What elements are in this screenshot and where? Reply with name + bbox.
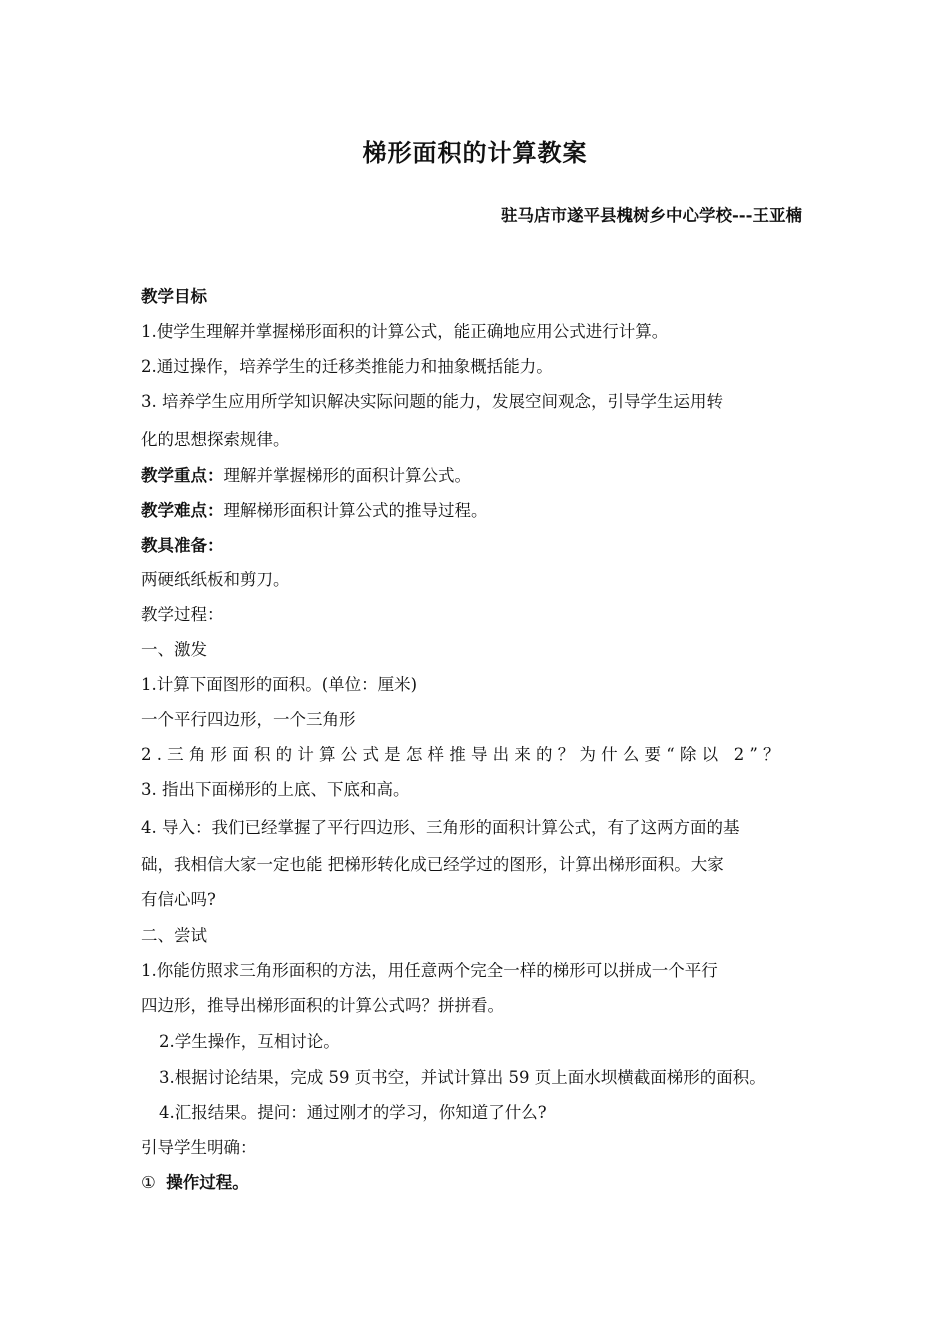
section1-line-2: 一个平行四边形，一个三角形 [141, 710, 356, 729]
author-line: 驻马店市遂平县槐树乡中心学校---王亚楠 [500, 206, 802, 225]
key-point-label: 教学重点： [141, 466, 224, 485]
section1-line-4: 3. 指出下面梯形的上底、下底和高。 [141, 780, 410, 799]
section2-line-1: 1.你能仿照求三角形面积的方法，用任意两个完全一样的梯形可以拼成一个平行 [141, 961, 718, 980]
section2-line-6: 引导学生明确： [141, 1138, 257, 1157]
objective-3: 3. 培养学生应用所学知识解决实际问题的能力，发展空间观念，引导学生运用转 [141, 392, 723, 411]
section2-heading: 二、尝试 [141, 926, 207, 945]
key-point-paragraph [141, 466, 813, 486]
difficulty-text: 理解梯形面积计算公式的推导过程。 [223, 501, 488, 520]
tools-text: 两硬纸纸板和剪刀。 [141, 570, 290, 589]
step1-text: 操作过程。 [166, 1173, 249, 1192]
tools-label: 教具准备： [141, 536, 224, 555]
objectives-heading: 教学目标 [141, 287, 207, 306]
section1-heading: 一、激发 [141, 640, 207, 659]
section2-line-4: 3.根据讨论结果，完成 59 页书空，并试计算出 59 页上面水坝横截面梯形的面积。 [159, 1068, 766, 1087]
section2-line-5: 4.汇报结果。提问：通过刚才的学习，你知道了什么? [159, 1103, 547, 1122]
section2-line-3: 2.学生操作，互相讨论。 [159, 1032, 340, 1051]
process-heading: 教学过程： [141, 605, 224, 624]
step1-marker: ① [141, 1173, 156, 1192]
key-point-text: 理解并掌握梯形的面积计算公式。 [223, 466, 471, 485]
section1-line-6: 础，我相信大家一定也能 把梯形转化成已经学过的图形，计算出梯形面积。大家 [141, 855, 724, 874]
section1-line-7: 有信心吗? [141, 890, 216, 909]
step1-item [141, 1173, 813, 1193]
section1-line-1: 1.计算下面图形的面积。(单位：厘米) [141, 675, 418, 694]
difficulty-label: 教学难点： [141, 501, 224, 520]
section1-line-3: 2.三角形面积的计算公式是怎样推导出来的？为什么要“除以 2”？ [141, 745, 785, 764]
difficulty-paragraph [141, 501, 813, 521]
objective-2: 2.通过操作，培养学生的迁移类推能力和抽象概括能力。 [141, 357, 553, 376]
objective-3-continued: 化的思想探索规律。 [141, 430, 290, 449]
section1-line-5: 4. 导入：我们已经掌握了平行四边形、三角形的面积计算公式，有了这两方面的基 [141, 818, 740, 837]
section2-line-2: 四边形，推导出梯形面积的计算公式吗？拼拼看。 [141, 996, 504, 1015]
document-title: 梯形面积的计算教案 [362, 138, 588, 167]
objective-1: 1.使学生理解并掌握梯形面积的计算公式，能正确地应用公式进行计算。 [141, 322, 669, 341]
